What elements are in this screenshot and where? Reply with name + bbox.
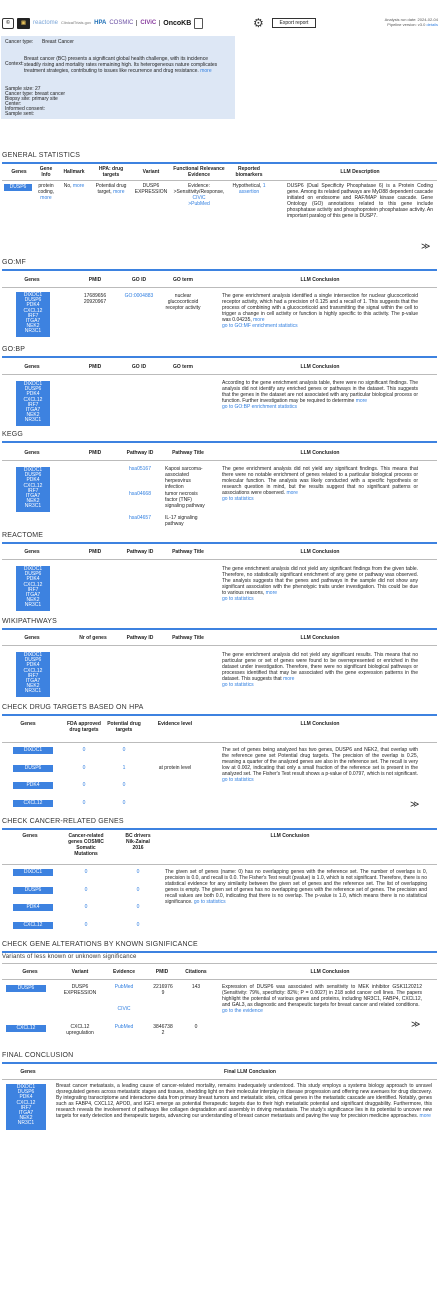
- pmid-cell: 22169769: [153, 984, 173, 996]
- hpa-title: CHECK DRUG TARGETS BASED ON HPA: [2, 704, 144, 711]
- col-header: Gene Info: [39, 166, 53, 178]
- informed-consent: Informed consent:: [5, 106, 46, 112]
- gene-list[interactable]: [16, 652, 50, 697]
- col-header: Genes: [24, 635, 40, 641]
- col-header: LLM Conclusion: [300, 549, 340, 555]
- col-header: Potential drug targets: [107, 721, 141, 733]
- gene-item[interactable]: PDK4: [19, 1094, 33, 1101]
- col-header: LLM Description: [340, 169, 380, 175]
- gene-item[interactable]: NEK2: [26, 683, 40, 690]
- gene-item[interactable]: PDK4: [26, 662, 40, 669]
- hpa-cell: Potential drug target, more: [95, 183, 127, 195]
- gene-item[interactable]: NR3C1: [24, 328, 42, 335]
- gene-item[interactable]: NEK2: [26, 597, 40, 604]
- header-divider: [2, 374, 437, 375]
- col-header: Genes: [11, 169, 27, 175]
- col-header: BC drivers Nik-Zainal 2016: [125, 833, 151, 851]
- gene-button[interactable]: CXCL12: [13, 800, 53, 807]
- col-header: GO term: [172, 364, 193, 370]
- header-divider: [2, 645, 437, 646]
- evidence-level: at protein level: [158, 765, 192, 771]
- wiki-more-link[interactable]: more: [283, 676, 295, 682]
- gene-item[interactable]: NR3C1: [24, 688, 42, 695]
- col-header: Variant: [71, 969, 89, 975]
- fda-count[interactable]: 0: [82, 765, 86, 771]
- export-report-button[interactable]: Export report: [272, 18, 316, 28]
- gene-item[interactable]: DIXDC1: [23, 652, 43, 658]
- variant-cell: DUSP6 EXPRESSION: [63, 984, 97, 996]
- col-header: PMID: [155, 969, 169, 975]
- civic-link[interactable]: CIViC: [117, 1006, 131, 1012]
- gene-item[interactable]: PDK4: [26, 576, 40, 583]
- variant-cell: DUSP6 EXPRESSION: [134, 183, 168, 195]
- gene-item[interactable]: ITGA7: [25, 318, 41, 325]
- subtitle-divider: [2, 963, 437, 964]
- pipeline-version: Pipeline version: v3.0 details: [387, 22, 438, 27]
- col-header: PMID: [88, 450, 102, 456]
- gene-button[interactable]: DIXDC1: [13, 747, 53, 754]
- col-header: Pathway Title: [172, 635, 204, 641]
- gene-item[interactable]: DIXDC1: [23, 292, 43, 298]
- fda-count[interactable]: 0: [82, 747, 86, 753]
- col-header: Genes: [24, 450, 40, 456]
- document-icon[interactable]: [194, 18, 203, 29]
- expand-chevron-icon[interactable]: ≫: [410, 799, 420, 809]
- col-header: LLM Conclusion: [300, 450, 340, 456]
- col-header: Functional Relevance Evidence: [173, 166, 225, 178]
- col-header: Pathway Title: [172, 549, 204, 555]
- col-header: Genes: [24, 277, 40, 283]
- crg-statistics-link[interactable]: go to statistics: [193, 899, 226, 905]
- gene-item[interactable]: IRF7: [27, 487, 39, 494]
- potential-count[interactable]: 0: [122, 800, 126, 806]
- gene-item[interactable]: NEK2: [26, 323, 40, 330]
- gene-button[interactable]: DUSP6: [13, 765, 53, 772]
- section-divider: [2, 356, 437, 358]
- gene-button[interactable]: PDK4: [13, 782, 53, 789]
- gene-button[interactable]: CXCL12: [13, 922, 53, 929]
- variant-cell: CXCL12 upregulation: [66, 1024, 94, 1036]
- driver-count[interactable]: 0: [136, 904, 140, 910]
- col-header: Evidence level: [157, 721, 193, 727]
- gene-item[interactable]: CXCL12: [23, 307, 43, 314]
- col-header: GO term: [172, 277, 193, 283]
- wiki-conclusion: The gene enrichment analysis did not yield any significant results. This means that no particular gene or set of genes were found to be overrepresented or enriched in the dataset under investigation. Therefore, there were no significant biological pathways or processes identified that may be associated with the gene expression patterns in the dataset. This suggests that more go to statistics: [222, 652, 418, 688]
- col-header: GO ID: [131, 364, 147, 370]
- reactome-logo[interactable]: reactome: [33, 20, 59, 26]
- potential-count[interactable]: 1: [122, 765, 126, 771]
- header-divider: [2, 460, 437, 461]
- driver-count[interactable]: 0: [136, 869, 140, 875]
- logo-strip: [2, 16, 203, 30]
- citation-count: 0: [194, 1024, 198, 1030]
- reactome-more-link[interactable]: more: [265, 590, 278, 596]
- context-label: Context:: [5, 61, 24, 67]
- col-header: Genes: [22, 969, 38, 975]
- section-divider: [2, 269, 437, 271]
- gene-item[interactable]: IRF7: [27, 586, 39, 593]
- reactome-statistics-link[interactable]: go to statistics: [222, 596, 254, 602]
- gene-item[interactable]: NEK2: [26, 498, 40, 505]
- center: Center:: [5, 101, 22, 107]
- col-header: Cancer-related genes COSMIC Somatic Mutations: [68, 833, 104, 857]
- assertion-link[interactable]: 1 assertion: [238, 183, 266, 195]
- section-divider: [2, 628, 437, 630]
- evidence-cell: Evidence: >Sensitivity/Response, CIViC >PubMed: [173, 183, 225, 207]
- col-header: Pathway Title: [172, 450, 204, 456]
- kegg-conclusion: The gene enrichment analysis did not yield any significant findings. This means that there were no notable enrichment of genes related to a particular biological process or molecular function. The analysis was likely conducted with a specific hypothesis or research question in mind, but the results suggest that no significant patterns or associations were observed. more go to statistics: [222, 466, 418, 502]
- header-divider: [2, 864, 437, 865]
- gene-item[interactable]: DUSP6: [24, 657, 42, 664]
- reactome-conclusion: The gene enrichment analysis did not yield any significant findings from the given table. Therefore, no statistically significant enrichment of any gene or pathway was observed. The analysis suggests that the genes and pathways in the sample did not show any significant association with the phenotypic traits under investigation. This could be due to various reasons, more go to statistics: [222, 566, 418, 602]
- expand-chevron-icon[interactable]: ≫: [421, 241, 431, 251]
- section-divider: [2, 441, 437, 443]
- gobp-more-link[interactable]: more: [355, 398, 368, 404]
- gene-item[interactable]: ITGA7: [25, 678, 41, 685]
- col-header: Hallmark: [63, 169, 85, 175]
- pmid-cell: 38467382: [153, 1024, 173, 1036]
- civic-link[interactable]: CIViC: [192, 195, 206, 201]
- col-header: LLM Conclusion: [300, 635, 340, 641]
- col-header: Citations: [185, 969, 207, 975]
- gene-list[interactable]: [16, 292, 50, 337]
- cancer-type-row: Cancer type: Breast Cancer: [5, 39, 74, 45]
- pubmed-link[interactable]: PubMed: [114, 1024, 134, 1030]
- evidence-title: CHECK GENE ALTERATIONS BY KNOWN SIGNIFICANCE: [2, 941, 198, 948]
- col-header: LLM Conclusion: [310, 969, 350, 975]
- gene-item[interactable]: ITGA7: [25, 592, 41, 599]
- gene-list[interactable]: [6, 1084, 46, 1130]
- pathway-title: tumor necrosis factor (TNF) signaling pathway: [165, 491, 205, 509]
- gomf-title: GO:MF: [2, 259, 26, 266]
- col-header: Pathway ID: [126, 635, 154, 641]
- context-more-link[interactable]: more: [200, 68, 212, 74]
- hallmark-more-link[interactable]: more: [72, 183, 85, 189]
- gene-item[interactable]: IRF7: [27, 401, 39, 408]
- pubmed-link[interactable]: PubMed: [114, 984, 134, 990]
- crg-title: CHECK CANCER-RELATED GENES: [2, 818, 124, 825]
- evidence-link[interactable]: go to the evidence: [222, 1008, 263, 1014]
- final-title: FINAL CONCLUSION: [2, 1052, 74, 1059]
- gomf-more-link[interactable]: more: [253, 317, 265, 323]
- gene-button[interactable]: CXCL12: [6, 1025, 46, 1032]
- hallmark-cell: No, more: [63, 183, 85, 189]
- cosmic-logo[interactable]: COSMIC: [109, 20, 134, 26]
- sample-sent: Sample sent:: [5, 111, 35, 117]
- gene-list[interactable]: [16, 467, 50, 512]
- header-divider: [2, 180, 437, 181]
- biomarkers-cell: Hypothetical, 1 assertion: [232, 183, 266, 195]
- gene-item[interactable]: CXCL12: [23, 482, 43, 489]
- pathway-title: IL-17 signaling pathway: [165, 515, 198, 527]
- col-header: Evidence: [113, 969, 135, 975]
- gene-item[interactable]: DUSP6: [24, 297, 42, 304]
- gene-item[interactable]: ITGA7: [25, 407, 41, 414]
- final-more-link[interactable]: more: [419, 1113, 431, 1119]
- gobp-title: GO:BP: [2, 346, 26, 353]
- gear-icon[interactable]: ⚙: [253, 16, 264, 30]
- potential-count[interactable]: 0: [122, 747, 126, 753]
- final-conclusion: Breast cancer metastasis, a leading cause of cancer-related mortality, remains inadequately understood. This study employs a systems biology approach to unravel dysregulated genes across metastatic stages and tissues, shedding light on their molecular interplay in disease progression and offering new avenues for drug discovery. By integrating transcriptome and interactome data from primary breast tumors and metastatic sites, critical genes in the metastatic cascade are identified. Notably, genes such as FABP4, CXCL12, APOD, and IGF1 emerge as potential therapeutic targets due to their high metastatic potential and significant druggability. Furthermore, this research reveals the involvement of pathways like collagen degradation and assembly in driving metastasis. The study's significance lies in its potential to uncover new targets for early detection and therapeutic targets, advancing our understanding of breast cancer metastasis and paving the way for precision medicine approaches. more: [56, 1083, 432, 1119]
- cosmic-count[interactable]: 0: [84, 869, 88, 875]
- gene-button[interactable]: DUSP6: [13, 887, 53, 894]
- col-header: Genes: [24, 364, 40, 370]
- gene-item[interactable]: PDK4: [26, 477, 40, 484]
- pathway-id-link[interactable]: hsa05167: [129, 466, 151, 472]
- gene-item[interactable]: DUSP6: [24, 386, 42, 393]
- sample-size: Sample size: 27: [5, 86, 41, 92]
- col-header: Final LLM Conclusion: [224, 1069, 276, 1075]
- go-id-link[interactable]: GO:0004883: [124, 293, 154, 299]
- gene-info-more-link[interactable]: more: [40, 195, 52, 201]
- evidence-subtitle: Variants of less known or unknown significance: [2, 954, 137, 960]
- gene-item[interactable]: DUSP6: [24, 472, 42, 479]
- col-header: Pathway ID: [126, 549, 154, 555]
- hpa-logo[interactable]: HPA: [94, 20, 107, 26]
- header-divider: [2, 559, 437, 560]
- col-header: GO ID: [131, 277, 147, 283]
- col-header: Nr of genes: [79, 635, 107, 641]
- pathway-title: Kaposi sarcoma-associated herpesvirus infection: [165, 466, 203, 490]
- pathway-id-link[interactable]: hsa04668: [129, 491, 151, 497]
- gene-item[interactable]: NEK2: [19, 1115, 33, 1122]
- gene-button[interactable]: DUSP6: [6, 985, 46, 992]
- col-header: Reported biomarkers: [235, 166, 263, 178]
- details-link[interactable]: details: [426, 22, 438, 27]
- gene-item[interactable]: DIXDC1: [23, 381, 43, 387]
- fda-count[interactable]: 0: [82, 782, 86, 788]
- cosmic-count[interactable]: 0: [84, 887, 88, 893]
- gomf-statistics-link[interactable]: go to GO:MF enrichment statistics: [222, 323, 298, 329]
- gene-button[interactable]: DIXDC1: [13, 869, 53, 876]
- clinicaltrials-logo[interactable]: ClinicalTrials.gov: [61, 20, 92, 25]
- col-header: HPA: drug targets: [98, 166, 124, 178]
- gene-item[interactable]: ITGA7: [25, 493, 41, 500]
- col-header: PMID: [88, 364, 102, 370]
- header-divider: [2, 1079, 437, 1080]
- kegg-statistics-link[interactable]: go to statistics: [222, 496, 254, 502]
- citation-count: 143: [191, 984, 201, 990]
- col-header: Genes: [22, 833, 38, 839]
- oncokb-logo[interactable]: OncoKB: [163, 19, 192, 27]
- gene-item[interactable]: NR3C1: [24, 503, 42, 510]
- general-statistics-title: GENERAL STATISTICS: [2, 152, 81, 159]
- gene-item[interactable]: NR3C1: [17, 1120, 35, 1127]
- gobp-conclusion: According to the gene enrichment analysis table, there were no significant findings. The analysis did not identify any enriched genes or pathways in the dataset. This suggests that the genes in the dataset are not associated with any particular biological process or function. Further investigation may be required to determine more go to GO:BP enrichment statistics: [222, 380, 418, 410]
- llm-description: DUSP6 (Dual Specificity Phosphatase 6) is a Protein Coding gene. Among its related pathways are MyD88 dependent cascade initiated on endosome and RAF/MAP kinase cascade. Gene Ontology (GO) annotations related to this gene include phosphatase activity and phosphoprotein phosphatase activity. An important paralog of this gene is DUSP7.: [287, 183, 433, 219]
- gene-item[interactable]: NR3C1: [24, 602, 42, 609]
- gene-item[interactable]: NR3C1: [24, 417, 42, 424]
- cancer-type-meta: Cancer type: breast cancer: [5, 91, 66, 97]
- col-header: Genes: [20, 721, 36, 727]
- pathway-id-link[interactable]: hsa04657: [129, 515, 151, 521]
- gene-item[interactable]: IRF7: [27, 672, 39, 679]
- col-header: LLM Conclusion: [270, 833, 310, 839]
- cancer-info-panel: [1, 36, 235, 119]
- gene-item[interactable]: IRF7: [20, 1104, 32, 1111]
- potential-count[interactable]: 0: [122, 782, 126, 788]
- gomf-conclusion: The gene enrichment analysis identified a single intersection for nuclear glucocorticoid receptor activity, which had a precision of 0.125 and a recall of 1. This suggests that the process of combining with a glucocorticoid and transmitting the signal within the cell to trigger a change in cell activity or function is highly specific to this activity. The p-value was 0.04235, more go to GO:MF enrichment statistics: [222, 293, 418, 329]
- section-divider: [2, 828, 437, 830]
- kegg-title: KEGG: [2, 431, 24, 438]
- gene-item[interactable]: ITGA7: [18, 1110, 34, 1117]
- col-header: LLM Conclusion: [300, 277, 340, 283]
- top-bar: [0, 0, 439, 36]
- col-header: PMID: [88, 277, 102, 283]
- gobp-statistics-link[interactable]: go to GO:BP enrichment statistics: [222, 404, 297, 410]
- driver-count[interactable]: 0: [136, 887, 140, 893]
- run-metadata: [340, 17, 438, 27]
- crg-conclusion: The given set of genes (name: 0) has no overlapping genes with the reference set. The number of overlaps is 0, precision is 0.0, and recall is 0.0. The Fisher's Test result (pvalue) is 1.0, which is not significant. Therefore, there is no statistical evidence for any similarity between the given set of genes and the reference set. The list of overlapping genes is empty. The given set of genes has no overlapping genes with the reference set of genes. The precision and recall values are both 0.0, indicating that there is no overlap. The p-value is 1.0, which means there is no statistical significance. go to statistics: [165, 869, 427, 905]
- gene-item[interactable]: DIXDC1: [23, 566, 43, 572]
- cosmic-count[interactable]: 0: [84, 922, 88, 928]
- run-date: Analysis run date: 2024-02-04: [384, 17, 438, 22]
- section-divider: [2, 1062, 437, 1064]
- gene-item[interactable]: NEK2: [26, 412, 40, 419]
- gene-button-dusp6[interactable]: DUSP6: [4, 184, 32, 191]
- col-header: Variant: [142, 169, 160, 175]
- biopsy-site: Biopsy site: primary site: [5, 96, 58, 102]
- gene-item[interactable]: IRF7: [27, 312, 39, 319]
- gene-item[interactable]: DIXDC1: [16, 1084, 36, 1090]
- col-header: LLM Conclusion: [300, 721, 340, 727]
- gene-item[interactable]: CXCL12: [16, 1099, 36, 1106]
- col-header: FDA approved drug targets: [67, 721, 101, 733]
- pubmed-link[interactable]: >PubMed: [188, 201, 210, 207]
- col-header: LLM Conclusion: [300, 364, 340, 370]
- fda-count[interactable]: 0: [82, 800, 86, 806]
- civic-logo[interactable]: CIViC: [136, 20, 160, 26]
- expand-chevron-icon[interactable]: ≫: [411, 1019, 421, 1029]
- col-header: Pathway ID: [126, 450, 154, 456]
- gene-item[interactable]: CXCL12: [23, 581, 43, 588]
- gene-item[interactable]: DUSP6: [24, 571, 42, 578]
- context-text: Breast cancer (BC) presents a significant global health challenge, with its incidence steadily rising and mortality rates remaining high. Its heterogeneous nature complicates treatment strategies, contributing to issues like recurrence and drug resistance. more: [24, 56, 218, 74]
- header-divider: [2, 979, 437, 980]
- cosmic-count[interactable]: 0: [84, 904, 88, 910]
- gene-button[interactable]: PDK4: [13, 904, 53, 911]
- gene-item[interactable]: PDK4: [26, 391, 40, 398]
- section-divider: [2, 542, 437, 544]
- col-header: Genes: [20, 1069, 36, 1075]
- go-term-cell: nuclear glucocorticoid receptor activity: [165, 293, 201, 311]
- gene-list[interactable]: [16, 566, 50, 611]
- section-divider: [2, 162, 437, 164]
- gene-list[interactable]: [16, 381, 50, 426]
- gene-info-cell: protein coding, more: [37, 183, 55, 201]
- hpa-more-link[interactable]: more: [113, 189, 125, 195]
- pmid-cell: 17689656 20920967: [83, 293, 107, 305]
- col-header: Genes: [24, 549, 40, 555]
- header-divider: [2, 742, 437, 743]
- oncology-logo-icon[interactable]: ▣: [17, 18, 30, 29]
- evidence-conclusion: Expression of DUSP6 was associated with sensitivity to MEK inhibitor GSK1120212 (Sensitivity: 79%, specificity: 82%; P = 0.0027) in 218 solid cancer cell lines. The papers highlight the potential of various genes and proteins, including NR3C1, FABP4, CXCL12, and GAL3, as diagnostic and therapeutic targets for breast cancer and related conditions. go to the evidence: [222, 984, 422, 1014]
- gene-item[interactable]: PDK4: [26, 302, 40, 309]
- reactome-title: REACTOME: [2, 532, 44, 539]
- hpa-conclusion: The set of genes being analyzed has two genes, DUSP6 and NEK2, that overlap with the reference gene set Potential drug targets. The precision of the overlap is 0.25, meaning a quarter of the analyzed genes are also in the reference set. The recall is very low at 0.002, indicating that only a small fraction of the reference set is present in the analyzed set. The Fisher's Test result shows a p-value of 0.0797, which is not significant. go to statistics: [222, 747, 418, 783]
- hpa-statistics-link[interactable]: go to statistics: [222, 777, 254, 783]
- section-divider: [2, 951, 437, 953]
- gene-item[interactable]: CXCL12: [23, 396, 43, 403]
- app-logo-icon[interactable]: ©: [2, 18, 14, 29]
- driver-count[interactable]: 0: [136, 922, 140, 928]
- wiki-statistics-link[interactable]: go to statistics: [222, 682, 254, 688]
- gene-item[interactable]: DIXDC1: [23, 467, 43, 473]
- col-header: PMID: [88, 549, 102, 555]
- header-divider: [2, 287, 437, 288]
- section-divider: [2, 714, 437, 716]
- wikipathways-title: WIKIPATHWAYS: [2, 618, 58, 625]
- gene-item[interactable]: CXCL12: [23, 667, 43, 674]
- kegg-more-link[interactable]: more: [286, 490, 298, 496]
- gene-item[interactable]: DUSP6: [17, 1089, 35, 1096]
